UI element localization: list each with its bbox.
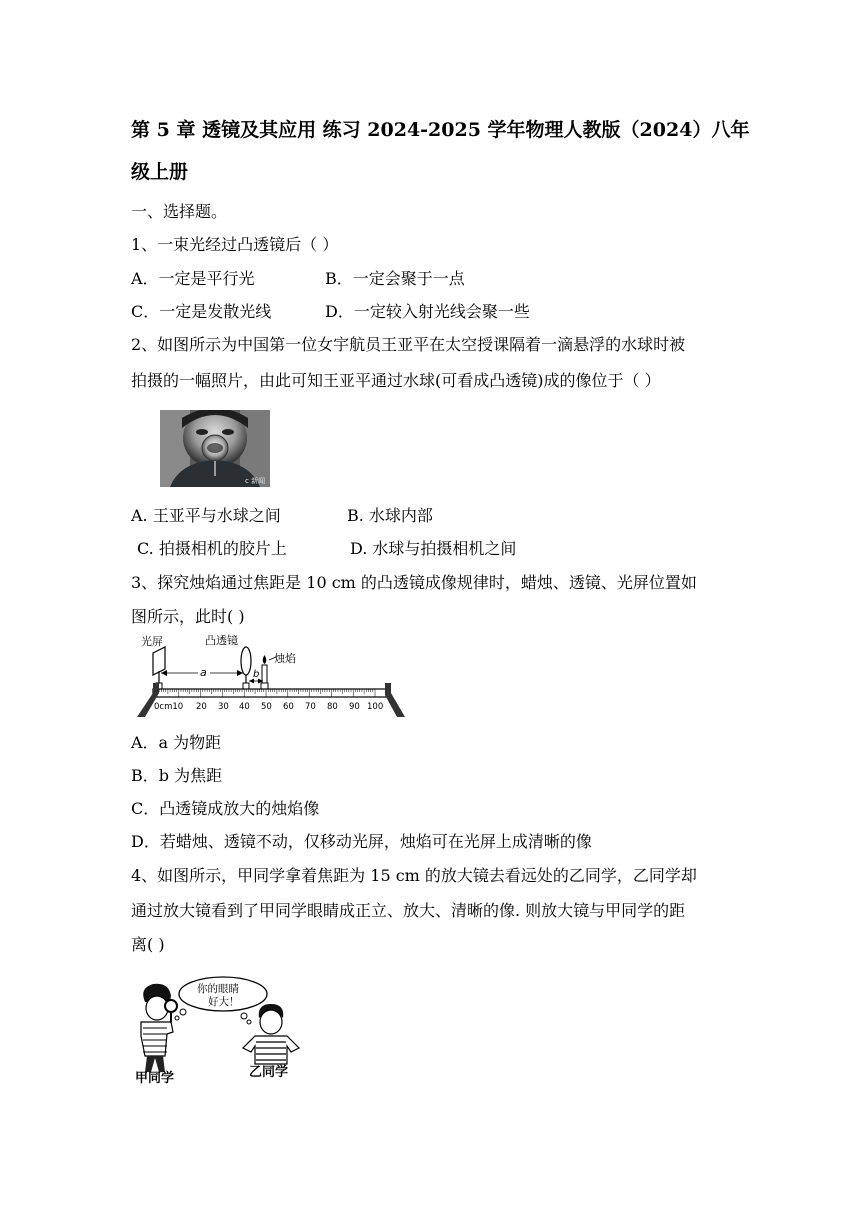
question-stem-line-1: 3、探究烛焰通过焦距是 10 cm 的凸透镜成像规律时，蜡烛、透镜、光屏位置如 — [131, 573, 697, 592]
question-stem-line-2: 图所示，此时( ) — [131, 607, 245, 626]
tick-label: 60 — [283, 702, 294, 712]
student-2-label: 乙同学 — [249, 1065, 289, 1080]
optical-bench-figure — [137, 633, 407, 723]
tick-label: 40 — [239, 702, 250, 712]
tick-label: 80 — [327, 702, 338, 712]
question-stem-line-1: 2、如图所示为中国第一位女宇航员王亚平在太空授课隔着一滴悬浮的水球时被 — [131, 335, 686, 354]
option-b: B．b 为焦距 — [131, 766, 223, 785]
tick-label: 70 — [305, 702, 316, 712]
tick-label: 100 — [367, 702, 384, 712]
question-stem-line-2: 拍摄的一幅照片，由此可知王亚平通过水球(可看成凸透镜)成的像位于（ ） — [131, 371, 661, 390]
option-b: B．一定会聚于一点 — [325, 269, 465, 288]
option-c: C. 拍摄相机的胶片上 — [137, 539, 287, 558]
student-1-label: 甲同学 — [135, 1071, 175, 1086]
tick-label: 20 — [196, 702, 207, 712]
label-b: b — [253, 669, 260, 680]
option-d: D．一定较入射光线会聚一些 — [325, 302, 530, 321]
question-stem-line-3: 离( ) — [131, 935, 165, 954]
option-b: B. 水球内部 — [347, 506, 433, 525]
tick-label: 50 — [261, 702, 272, 712]
title-line-1: 第 5 章 透镜及其应用 练习 2024-2025 学年物理人教版（2024）八年 — [131, 119, 750, 141]
question-stem-line-1: 4、如图所示，甲同学拿着焦距为 15 cm 的放大镜去看远处的乙同学，乙同学却 — [131, 866, 697, 885]
option-c: C．凸透镜成放大的烛焰像 — [131, 799, 320, 818]
option-a: A．a 为物距 — [131, 733, 222, 752]
option-a: A. 王亚平与水球之间 — [131, 506, 281, 525]
option-d: D. 水球与拍摄相机之间 — [350, 539, 517, 558]
astronaut-photo — [160, 410, 270, 487]
bubble-line-1: 你的眼睛 — [197, 983, 239, 995]
label-screen: 光屏 — [141, 635, 163, 648]
label-flame: 烛焰 — [274, 652, 296, 665]
tick-label: 90 — [349, 702, 360, 712]
option-c: C．一定是发散光线 — [131, 302, 272, 321]
option-a: A．一定是平行光 — [131, 269, 255, 288]
option-d: D．若蜡烛、透镜不动，仅移动光屏，烛焰可在光屏上成清晰的像 — [131, 832, 592, 851]
question-stem: 1、一束光经过凸透镜后（ ） — [131, 235, 339, 254]
label-lens: 凸透镜 — [205, 634, 238, 647]
title-line-2: 级上册 — [131, 161, 189, 183]
students-cartoon — [131, 972, 331, 1088]
question-stem-line-2: 通过放大镜看到了甲同学眼睛成正立、放大、清晰的像. 则放大镜与甲同学的距 — [131, 901, 686, 920]
photo-watermark: c 新闻 — [245, 477, 266, 485]
section-heading: 一、选择题。 — [131, 202, 228, 221]
tick-label: 30 — [218, 702, 229, 712]
bubble-line-2: 好大！ — [208, 996, 240, 1008]
tick-label: 0cm10 — [154, 702, 184, 712]
label-a: a — [200, 666, 207, 679]
